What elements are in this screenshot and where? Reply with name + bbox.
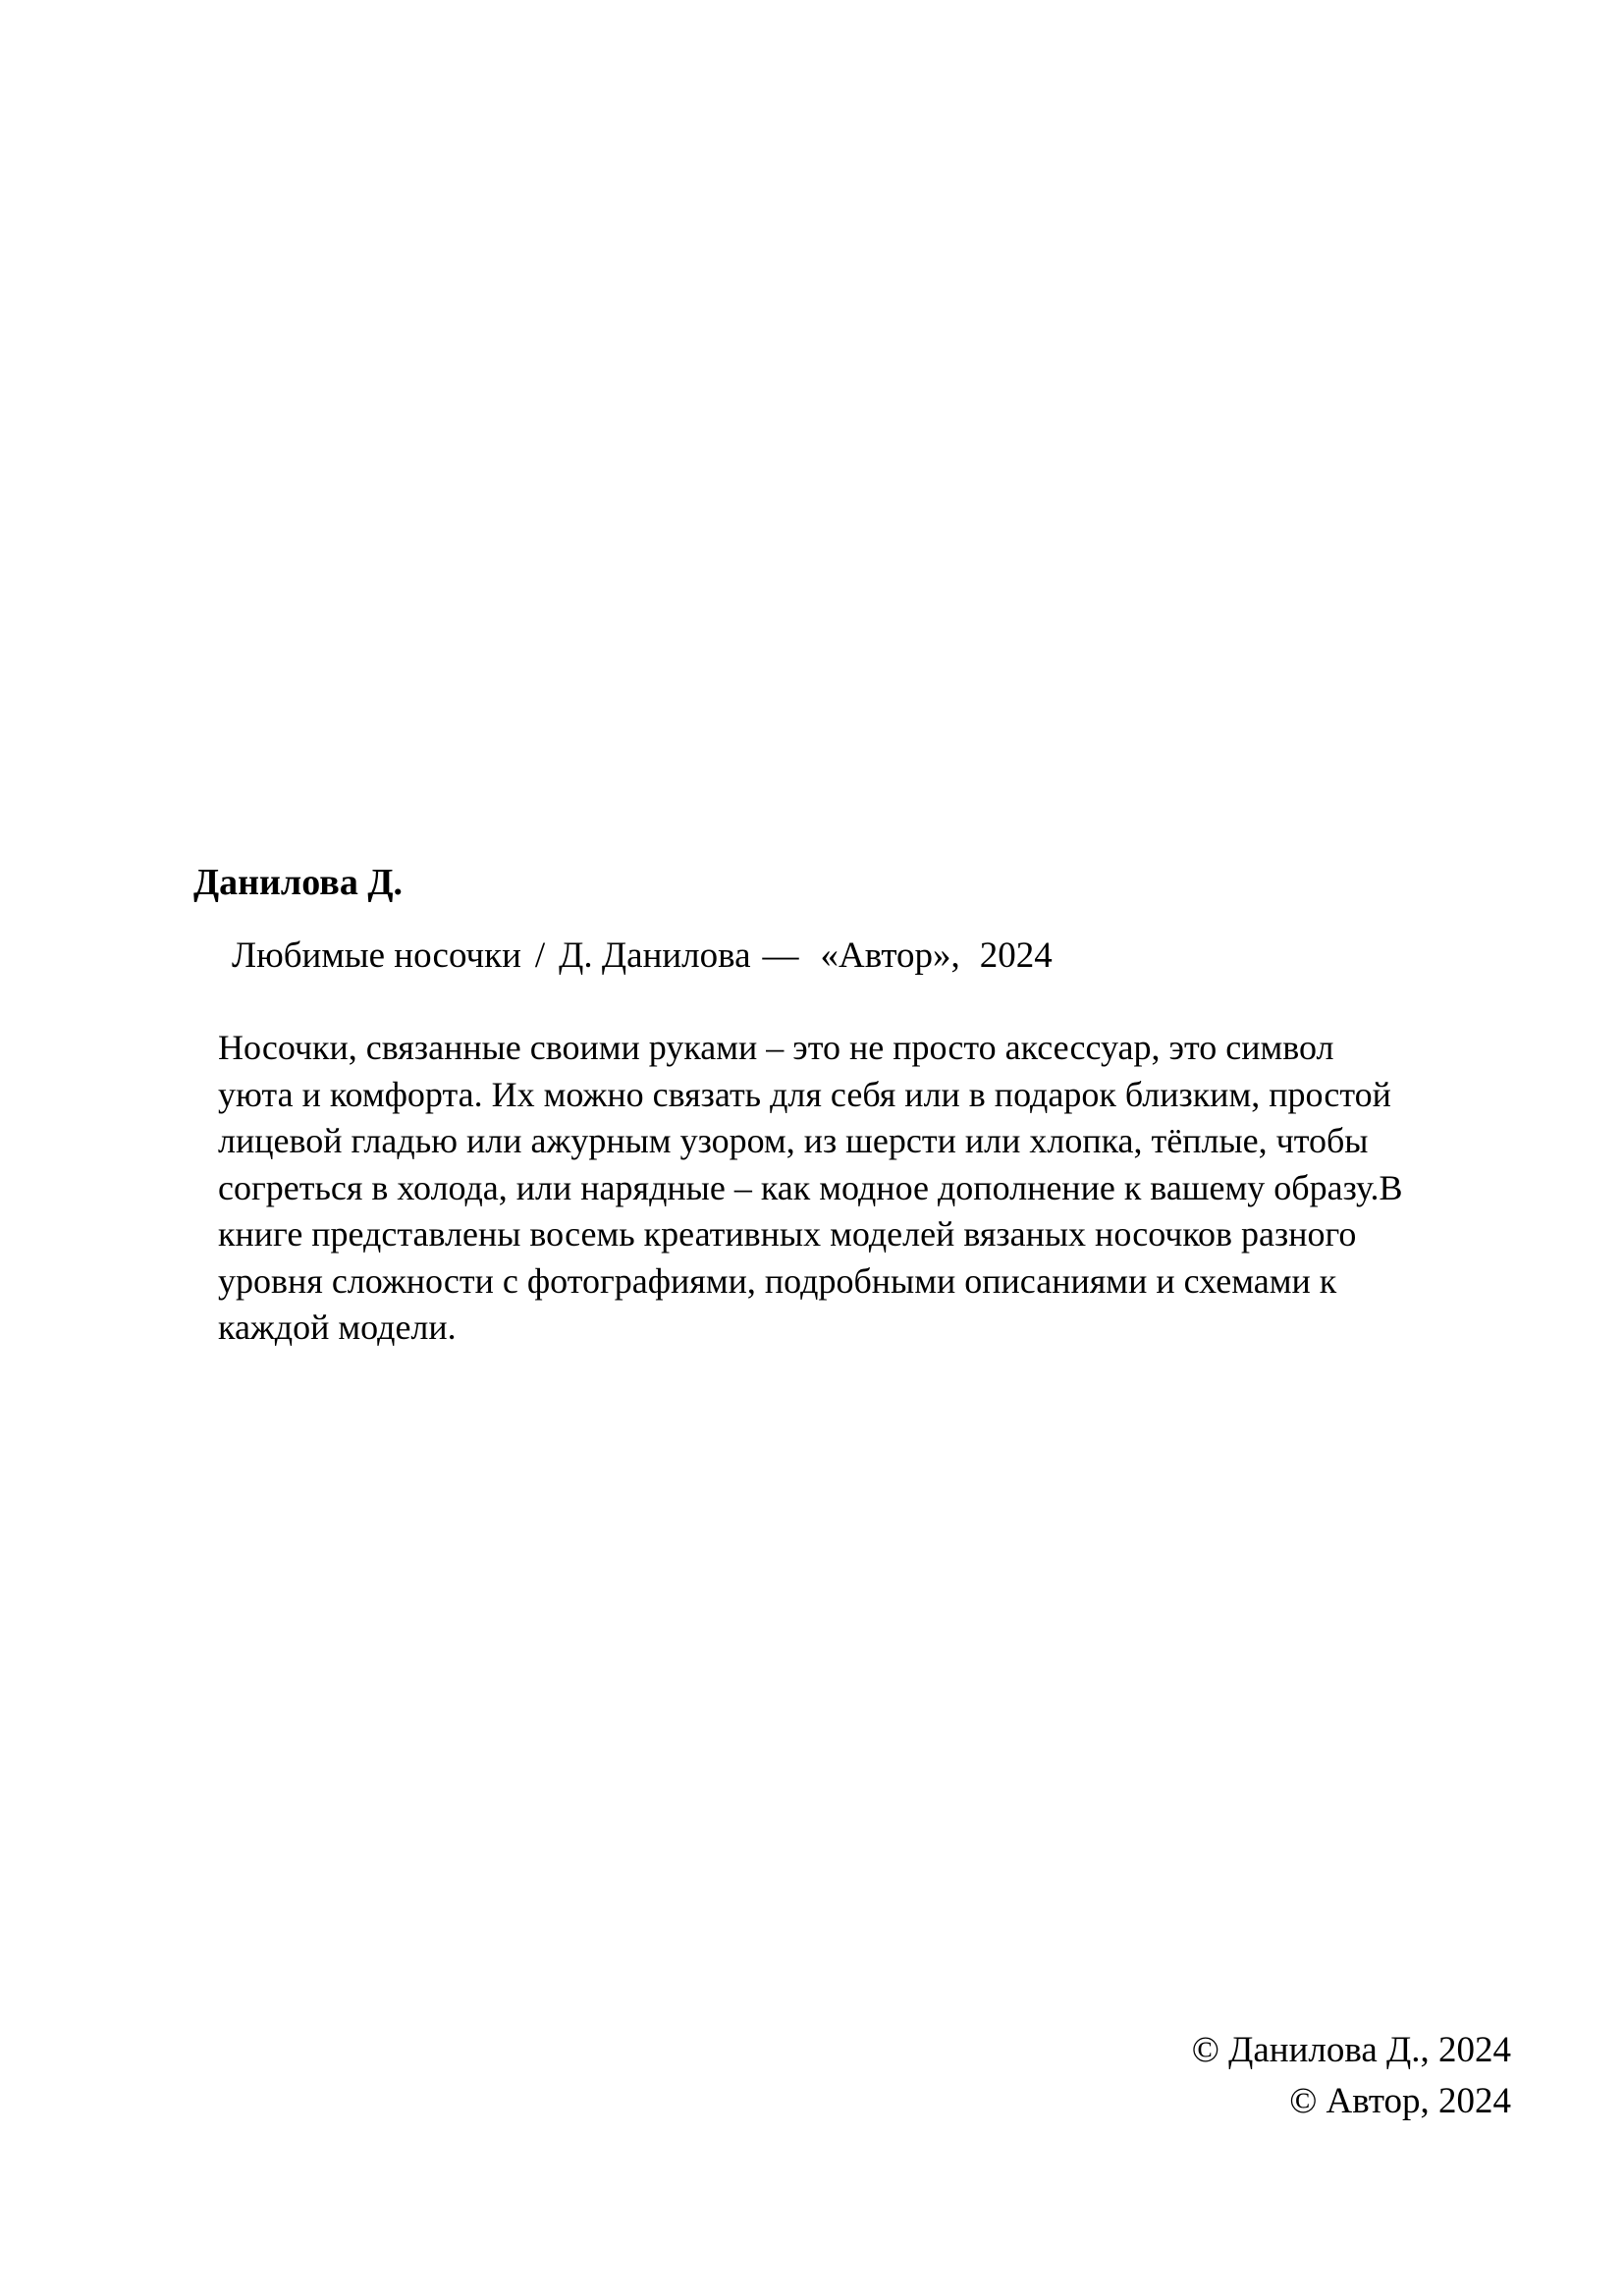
book-authors: Д. Данилова [559, 935, 751, 976]
annotation-line: книге представлены восемь креативных моделей вязаных носочков разного [218, 1214, 1357, 1254]
annotation-line: лицевой гладью или ажурным узором, из шерсти или хлопка, тёплые, чтобы [218, 1121, 1369, 1160]
annotation-line: согреться в холода, или нарядные – как модное дополнение к вашему образу.В [218, 1167, 1403, 1207]
title-separator: / [534, 935, 546, 976]
annotation [218, 1025, 1519, 1352]
copyright-block [1192, 2025, 1511, 2127]
annotation-line: уюта и комфорта. Их можно связать для себя или в подарок близким, простой [218, 1074, 1391, 1114]
dash-separator: — [762, 935, 799, 976]
publication-year: 2024 [979, 935, 1053, 976]
bibliographic-line [232, 934, 1053, 979]
annotation-line: уровня сложности с фотографиями, подробными описаниями и схемами к [218, 1260, 1337, 1301]
copyright-author: © Данилова Д., 2024 [1191, 2030, 1511, 2070]
annotation-line: Носочки, связанные своими руками – это не просто аксессуар, это символ [218, 1028, 1334, 1067]
copyright-publisher: © Автор, 2024 [1289, 2081, 1511, 2121]
annotation-line: каждой модели. [218, 1308, 457, 1347]
publisher: «Автор», [820, 935, 960, 976]
book-title: Любимые носочки [232, 935, 521, 976]
author-header: Данилова Д. [193, 862, 403, 903]
